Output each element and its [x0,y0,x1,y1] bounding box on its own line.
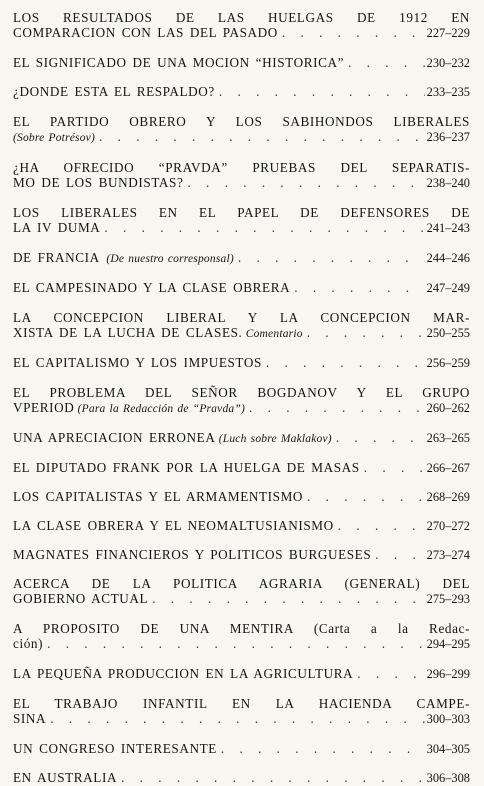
toc-entry-11 [13,385,470,417]
toc-entry-18 [13,621,470,652]
dot-leader [266,355,425,370]
entry-pages: 263–265 [426,431,470,445]
dot-leader [50,711,424,726]
dot-leader [375,547,424,562]
dot-leader [364,460,425,475]
entry-pages: 294–295 [426,637,470,651]
entry-title: EL CAMPESINADO Y LA CLASE OBRERA [13,280,291,295]
toc-entry-22 [13,770,470,786]
dot-leader [357,666,424,681]
toc-entry-2 [13,55,470,71]
dot-leader [282,25,425,40]
dot-leader [307,325,425,340]
toc-entry-21 [13,741,470,757]
dot-leader [307,489,425,504]
entry-pages: 304–305 [426,742,470,756]
entry-pages: 260–262 [426,401,470,415]
dot-leader [338,518,425,533]
entry-title-line-1: LA CONCEPCION LIBERAL Y LA CONCEPCION MAR- [13,310,470,325]
dot-leader [294,280,424,295]
entry-pages: 227–229 [426,26,470,40]
toc-entry-12 [13,430,470,447]
dot-leader [99,129,425,144]
entry-pages: 270–272 [426,519,470,533]
entry-pages: 238–240 [426,176,470,190]
entry-title-line-1: ACERCA DE LA POLITICA AGRARIA (GENERAL) DEL [13,576,470,591]
entry-pages: 233–235 [426,85,470,99]
dot-leader [238,250,425,265]
dot-leader [221,741,425,756]
entry-title-line-2: MO DE LOS BUNDISTAS? [13,175,184,190]
entry-pages: 300–303 [426,712,470,726]
entry-pages: 306–308 [426,771,470,785]
dot-leader [121,770,425,785]
entry-title: LOS CAPITALISTAS Y EL ARMAMENTISMO [13,489,304,504]
entry-title-line-2: GOBIERNO ACTUAL [13,591,149,606]
entry-title-line-2: LA IV DUMA [13,220,101,235]
entry-subtitle: (Luch sobre Maklakov) [218,433,332,445]
dot-leader [47,636,425,651]
entry-pages: 268–269 [426,490,470,504]
entry-title: EL SIGNIFICADO DE UNA MOCION “HISTORICA” [13,55,345,70]
entry-pages: 230–232 [426,56,470,70]
entry-title: MAGNATES FINANCIEROS Y POLITICOS BURGUESES [13,547,372,562]
entry-pages: 250–255 [426,326,470,340]
toc-entry-4 [13,114,470,146]
toc-entry-6 [13,205,470,236]
entry-pages: 275–293 [426,592,470,606]
entry-subtitle: (Para la Redacción de “Pravda”) [77,403,245,415]
entry-title-line-2: ción) [13,636,44,651]
dot-leader [187,175,424,190]
toc-entry-7 [13,250,470,267]
toc-entry-16 [13,547,470,563]
entry-pages: 296–299 [426,667,470,681]
toc-entry-14 [13,489,470,505]
entry-title-line-2: SINA [13,711,47,726]
dot-leader [152,591,424,606]
toc-entry-13 [13,460,470,476]
entry-title-line-1: EL PARTIDO OBRERO Y LOS SABIHONDOS LIBERALES [13,114,470,129]
toc-entry-3 [13,84,470,100]
entry-title-line-2: VPERIOD [13,400,75,415]
dot-leader [104,220,424,235]
entry-subtitle: (Sobre Potrésov) [13,132,96,144]
entry-title: LA CLASE OBRERA Y EL NEOMALTUSIANISMO [13,518,334,533]
entry-title-line-1: LOS RESULTADOS DE LAS HUELGAS DE 1912 EN [13,10,470,25]
entry-title: ¿DONDE ESTA EL RESPALDO? [13,84,215,99]
entry-subtitle: (De nuestro corresponsal) [106,253,234,265]
entry-title-line-1: A PROPOSITO DE UNA MENTIRA (Carta a la Redac- [13,621,470,636]
toc-entry-8 [13,280,470,296]
entry-title-line-2: COMPARACION CON LAS DEL PASADO [13,25,278,40]
dot-leader [336,430,425,445]
entry-title-line-1: EL PROBLEMA DEL SEÑOR BOGDANOV Y EL GRUPO [13,385,470,400]
entry-title-line-2: XISTA DE LA LUCHA DE CLASES. [13,325,243,340]
entry-subtitle: Comentario [245,328,303,340]
toc-entry-1 [13,10,470,41]
entry-pages: 273–274 [426,548,470,562]
entry-title: EN AUSTRALIA [13,770,118,785]
toc-entry-10 [13,355,470,371]
entry-pages: 244–246 [426,251,470,265]
toc-entry-9 [13,310,470,342]
entry-pages: 266–267 [426,461,470,475]
entry-pages: 241–243 [426,221,470,235]
entry-title: EL DIPUTADO FRANK POR LA HUELGA DE MASAS [13,460,360,475]
entry-pages: 247–249 [426,281,470,295]
dot-leader [348,55,425,70]
toc-entry-20 [13,696,470,727]
entry-title: DE FRANCIA [13,250,100,265]
entry-title: EL CAPITALISMO Y LOS IMPUESTOS [13,355,262,370]
entry-title: LA PEQUEÑA PRODUCCION EN LA AGRICULTURA [13,666,354,681]
dot-leader [219,84,425,99]
entry-pages: 256–259 [426,356,470,370]
toc-entry-15 [13,518,470,534]
toc-entry-17 [13,576,470,607]
entry-title-line-1: ¿HA OFRECIDO “PRAVDA” PRUEBAS DEL SEPARATIS- [13,160,470,175]
toc-entry-19 [13,666,470,682]
toc-entry-5 [13,160,470,191]
dot-leader [249,400,425,415]
entry-pages: 236–237 [426,130,470,144]
entry-title: UNA APRECIACION ERRONEA [13,430,216,445]
entry-title-line-1: EL TRABAJO INFANTIL EN LA HACIENDA CAMPE- [13,696,470,711]
entry-title: UN CONGRESO INTERESANTE [13,741,217,756]
entry-title-line-1: LOS LIBERALES EN EL PAPEL DE DEFENSORES DE [13,205,470,220]
